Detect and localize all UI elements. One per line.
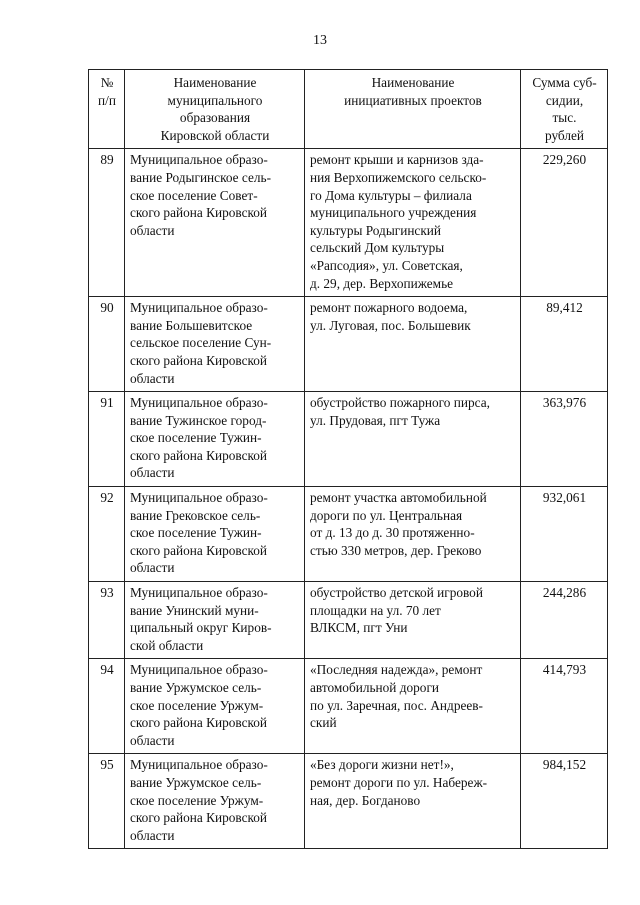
table-header-row [89, 70, 608, 149]
subsidy-sum-cell: 363,976 [521, 392, 608, 487]
project-cell: ремонт пожарного водоема, ул. Луговая, пос. Большевик [305, 297, 521, 392]
row-number: 94 [89, 659, 125, 754]
row-number: 90 [89, 297, 125, 392]
subsidy-sum-cell: 932,061 [521, 487, 608, 582]
municipality-cell: Муниципальное образо- вание Большевитское сельское поселение Сун- ского района Кировской области [125, 297, 305, 392]
header-projects: Наименование инициативных проектов [305, 70, 521, 149]
subsidy-sum-cell: 244,286 [521, 582, 608, 659]
project-cell: ремонт крыши и карнизов зда- ния Верхопижемского сельско- го Дома культуры – филиала муниципального учреждения культуры Родыгинский сельский Дом культуры «Рапсодия», ул. Советская, д. 29, дер. Верхопижемье [305, 149, 521, 297]
row-number: 91 [89, 392, 125, 487]
row-number: 95 [89, 754, 125, 849]
project-cell: «Последняя надежда», ремонт автомобильной дороги по ул. Заречная, пос. Андреев- ский [305, 659, 521, 754]
project-cell: обустройство детской игровой площадки на ул. 70 лет ВЛКСМ, пгт Уни [305, 582, 521, 659]
municipality-cell: Муниципальное образо- вание Грековское сель- ское поселение Тужин- ского района Кировской области [125, 487, 305, 582]
municipality-cell: Муниципальное образо- вание Родыгинское сель- ское поселение Совет- ского района Кировской области [125, 149, 305, 297]
table-row [89, 582, 608, 659]
header-num: № п/п [89, 70, 125, 149]
page-number: 13 [313, 33, 327, 48]
header-municipality: Наименование муниципального образования Кировской области [125, 70, 305, 149]
subsidy-table [88, 69, 608, 849]
project-cell: «Без дороги жизни нет!», ремонт дороги по ул. Набереж- ная, дер. Богданово [305, 754, 521, 849]
row-number: 93 [89, 582, 125, 659]
table-row [89, 392, 608, 487]
row-number: 92 [89, 487, 125, 582]
project-cell: ремонт участка автомобильной дороги по ул. Центральная от д. 13 до д. 30 протяженно- стью 330 метров, дер. Греково [305, 487, 521, 582]
row-number: 89 [89, 149, 125, 297]
subsidy-sum-cell: 89,412 [521, 297, 608, 392]
table-row [89, 754, 608, 849]
subsidy-sum-cell: 984,152 [521, 754, 608, 849]
table-row [89, 659, 608, 754]
table-row [89, 297, 608, 392]
subsidy-sum-cell: 229,260 [521, 149, 608, 297]
municipality-cell: Муниципальное образо- вание Уржумское сель- ское поселение Уржум- ского района Кировской области [125, 754, 305, 849]
municipality-cell: Муниципальное образо- вание Тужинское город- ское поселение Тужин- ского района Кировской области [125, 392, 305, 487]
table-row [89, 487, 608, 582]
header-sum: Сумма суб- сидии, тыс. рублей [521, 70, 608, 149]
project-cell: обустройство пожарного пирса, ул. Прудовая, пгт Тужа [305, 392, 521, 487]
municipality-cell: Муниципальное образо- вание Унинский муни- ципальный округ Киров- ской области [125, 582, 305, 659]
subsidy-sum-cell: 414,793 [521, 659, 608, 754]
table-row [89, 149, 608, 297]
municipality-cell: Муниципальное образо- вание Уржумское сель- ское поселение Уржум- ского района Кировской области [125, 659, 305, 754]
